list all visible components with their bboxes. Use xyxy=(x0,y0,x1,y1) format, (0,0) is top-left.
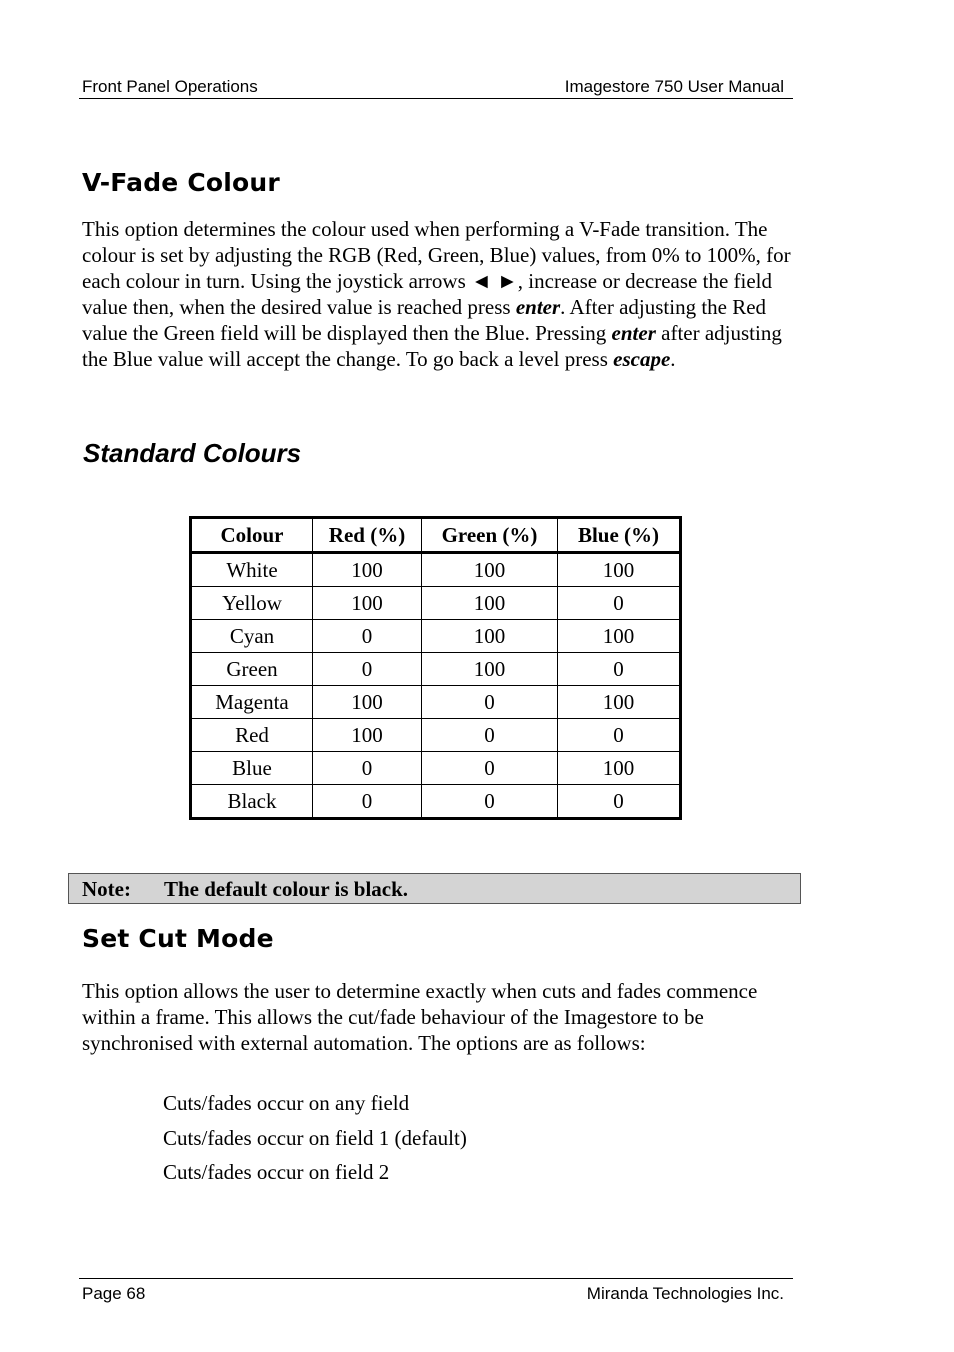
table-row xyxy=(191,587,681,620)
cell-blue-value: 100 xyxy=(558,553,681,587)
cell-red-value: 0 xyxy=(313,620,422,653)
cell-red-value: 100 xyxy=(313,553,422,587)
option-any-field: Cuts/fades occur on any field xyxy=(163,1091,410,1115)
cell-green-value: 100 xyxy=(422,553,558,587)
table-row xyxy=(191,686,681,719)
note-box xyxy=(68,873,801,904)
cell-blue-value: 100 xyxy=(558,620,681,653)
col-header-colour: Colour xyxy=(191,518,313,553)
cell-colour-name: Yellow xyxy=(191,587,313,620)
footer-rule xyxy=(79,1278,793,1279)
cell-colour-name: Magenta xyxy=(191,686,313,719)
option-field-2: Cuts/fades occur on field 2 xyxy=(163,1160,390,1184)
header-section-title: Front Panel Operations xyxy=(82,77,258,96)
table-row xyxy=(191,553,681,587)
table-row xyxy=(191,752,681,785)
cut-mode-description: This option allows the user to determine exactly when cuts and fades commence within a frame. This allows the cut/fade behaviour of the Imagestore to be synchronised with external automation. The options are as follows: xyxy=(82,979,758,1055)
paragraph-text-segment: after adjusting the Blue value will accept the change. To go back a level press xyxy=(82,321,782,371)
cell-colour-name: White xyxy=(191,553,313,587)
note-label: Note: xyxy=(82,877,131,901)
cell-green-value: 0 xyxy=(422,752,558,785)
cell-green-value: 100 xyxy=(422,587,558,620)
header-manual-title: Imagestore 750 User Manual xyxy=(564,77,784,96)
cell-red-value: 0 xyxy=(313,653,422,686)
cell-red-value: 100 xyxy=(313,719,422,752)
cell-red-value: 100 xyxy=(313,686,422,719)
cell-green-value: 0 xyxy=(422,785,558,819)
table-row xyxy=(191,653,681,686)
paragraph-text-segment: . xyxy=(670,347,676,371)
cell-green-value: 100 xyxy=(422,620,558,653)
cell-colour-name: Red xyxy=(191,719,313,752)
cell-green-value: 100 xyxy=(422,653,558,686)
emphasized-key-name: escape xyxy=(613,347,671,371)
cell-colour-name: Black xyxy=(191,785,313,819)
subsection-title-standard-colours: Standard Colours xyxy=(83,438,302,468)
emphasized-key-name: enter xyxy=(515,295,561,319)
cell-blue-value: 0 xyxy=(558,587,681,620)
header-rule xyxy=(79,98,793,99)
col-header-green: Green (%) xyxy=(422,518,558,553)
table-row xyxy=(191,620,681,653)
vfade-description xyxy=(82,216,802,372)
footer-company: Miranda Technologies Inc. xyxy=(586,1284,784,1303)
cell-blue-value: 100 xyxy=(558,686,681,719)
note-text: The default colour is black. xyxy=(164,877,409,901)
cell-colour-name: Cyan xyxy=(191,620,313,653)
emphasized-key-name: enter xyxy=(611,321,656,345)
cell-blue-value: 100 xyxy=(558,752,681,785)
paragraph-text-segment: This option determines the colour used when performing a V-Fade transition. The colour is set by adjusting the RGB (Red, Green, Blue) values, from 0% to 100%, for each colour in turn. Using the joystick arrows ◄ ►, increase or decrease the field value then, when the desired value is reached press xyxy=(82,217,791,319)
footer-page-number: Page 68 xyxy=(82,1284,146,1303)
cell-colour-name: Blue xyxy=(191,752,313,785)
cell-colour-name: Green xyxy=(191,653,313,686)
table-row xyxy=(191,785,681,819)
cell-green-value: 0 xyxy=(422,719,558,752)
col-header-blue: Blue (%) xyxy=(558,518,681,553)
table-row xyxy=(191,719,681,752)
section-title-set-cut-mode: Set Cut Mode xyxy=(82,924,274,953)
cell-blue-value: 0 xyxy=(558,785,681,819)
section-title-vfade-colour: V-Fade Colour xyxy=(82,168,280,197)
cell-red-value: 0 xyxy=(313,752,422,785)
col-header-red: Red (%) xyxy=(313,518,422,553)
cell-red-value: 0 xyxy=(313,785,422,819)
table-header-row xyxy=(191,518,681,553)
option-field-1: Cuts/fades occur on field 1 (default) xyxy=(163,1126,467,1150)
cell-green-value: 0 xyxy=(422,686,558,719)
standard-colours-table xyxy=(189,516,682,820)
cell-red-value: 100 xyxy=(313,587,422,620)
cell-blue-value: 0 xyxy=(558,719,681,752)
cell-blue-value: 0 xyxy=(558,653,681,686)
paragraph-text-segment: . After adjusting the Red value the Green field will be displayed then the Blue. Pressing xyxy=(82,295,767,345)
